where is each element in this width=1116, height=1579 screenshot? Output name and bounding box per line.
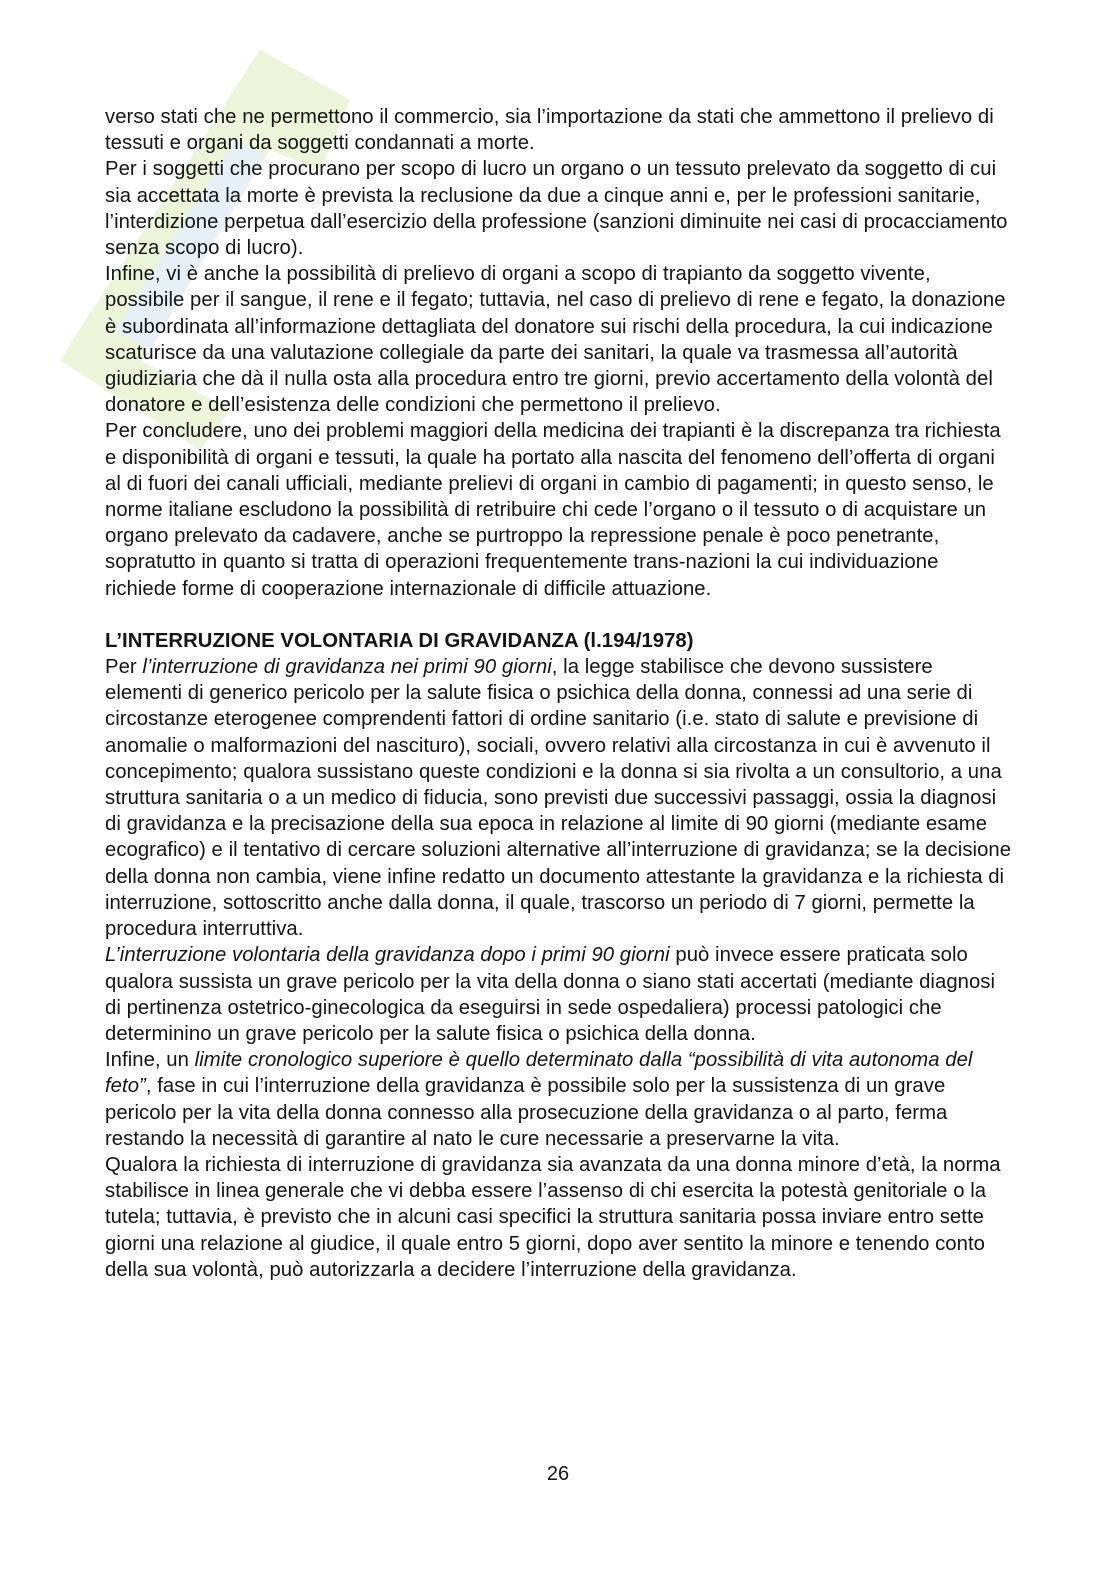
text-run: Infine, un xyxy=(105,1049,195,1072)
paragraph: verso stati che ne permettono il commercio, sia l’importazione da stati che ammettono il prelievo di tessuti e organi da soggetti condannati a morte. xyxy=(105,106,994,155)
section-heading: L’INTERRUZIONE VOLONTARIA DI GRAVIDANZA (l.194/1978) xyxy=(105,629,694,652)
text-run: , fase in cui l’interruzione della gravidanza è possibile solo per la sussistenza di un grave pericolo per la vita della donna connesso alla prosecuzione della gravidanza o al parto, ferma restando la necessità di garantire al nato le cure necessarie a preservarne la vita. xyxy=(105,1075,948,1150)
paragraph xyxy=(105,1047,1015,1152)
italic-text: L’interruzione volontaria della gravidanza dopo i primi 90 giorni xyxy=(105,944,670,967)
text-run: , la legge stabilisce che devono sussistere elementi di generico pericolo per la salute fisica o psichica della donna, connessi ad una serie di circostanze eterogenee comprendenti fattori di ordine sanitario (i.e. stato di salute e previsione di anomalie o malformazioni del nascituro), sociali, ovvero relativi alla circostanza in cui è avvenuto il concepimento; qualora sussistano queste condizioni e la donna si sia rivolta a un consultorio, a una struttura sanitaria o a un medico di fiducia, sono previsti due successivi passaggi, ossia la diagnosi di gravidanza e la precisazione della sua epoca in relazione al limite di 90 giorni (mediante esame ecografico) e il tentativo di cercare soluzioni alternative all’interruzione di gravidanza; se la decisione della donna non cambia, viene infine redatto un documento attestante la gravidanza e la richiesta di interruzione, sottoscritto anche dalla donna, il quale, trascorso un periodo di 7 giorni, permette la procedura interruttiva. xyxy=(105,656,1012,941)
paragraph: Per i soggetti che procurano per scopo di lucro un organo o un tessuto prelevato da soggetto di cui sia accettata la morte è prevista la reclusione da due a cinque anni e, per le professioni sanitarie, l’interdizione perpetua dall’esercizio della professione (sanzioni diminuite nei casi di procacciamento senza scopo di lucro). xyxy=(105,158,1008,260)
italic-text: l’interruzione di gravidanza nei primi 90 giorni xyxy=(142,656,552,679)
paragraph xyxy=(105,942,1015,1047)
paragraph: Qualora la richiesta di interruzione di gravidanza sia avanzata da una donna minore d’età, la norma stabilisce in linea generale che vi debba essere l’assenso di chi esercita la potestà genitoriale o la tutela; tuttavia, è previsto che in alcuni casi specifici la struttura sanitaria possa inviare entro sette giorni una relazione al giudice, il quale entro 5 giorni, dopo aver sentito la minore e tenendo conto della sua volontà, può autorizzarla a decidere l’interruzione della gravidanza. xyxy=(105,1153,1001,1281)
page-number: 26 xyxy=(546,1463,570,1485)
paragraph xyxy=(105,654,1015,942)
text-run: Per xyxy=(105,656,143,679)
document-body xyxy=(105,104,1015,1283)
paragraph: Infine, vi è anche la possibilità di prelievo di organi a scopo di trapianto da soggetto vivente, possibile per il sangue, il rene e il fegato; tuttavia, nel caso di prelievo di rene e fegato, la donazione è subordinata all’informazione dettagliata del donatore sui rischi della procedura, la cui indicazione scaturisce da una valutazione collegiale da parte dei sanitari, la quale va trasmessa all’autorità giudiziaria che dà il nulla osta alla procedura entro tre giorni, previo accertamento della volontà del donatore e dell’esistenza delle condizioni che permettono il prelievo. xyxy=(105,263,1006,417)
text-run: può invece essere praticata solo qualora sussista un grave pericolo per la vita della donna o siano stati accertati (mediante diagnosi di pertinenza ostetrico-ginecologica da eseguirsi in sede ospedaliera) processi patologici che determinino un grave pericolo per la salute fisica o psichica della donna. xyxy=(105,944,996,1045)
italic-text: limite cronologico superiore è quello determinato dalla “possibilità di vita autonoma del feto” xyxy=(105,1049,973,1098)
paragraph: Per concludere, uno dei problemi maggiori della medicina dei trapianti è la discrepanza tra richiesta e disponibilità di organi e tessuti, la quale ha portato alla nascita del fenomeno dell’offerta di organi al di fuori dei canali ufficiali, mediante prelievi di organi in cambio di pagamenti; in questo senso, le norme italiane escludono la possibilità di retribuire chi cede l’organo o il tessuto o di acquistare un organo prelevato da cadavere, anche se purtroppo la repressione penale è poco penetrante, sopratutto in quanto si tratta di operazioni frequentemente trans-nazioni la cui individuazione richiede forme di cooperazione internazionale di difficile attuazione. xyxy=(105,420,1001,600)
